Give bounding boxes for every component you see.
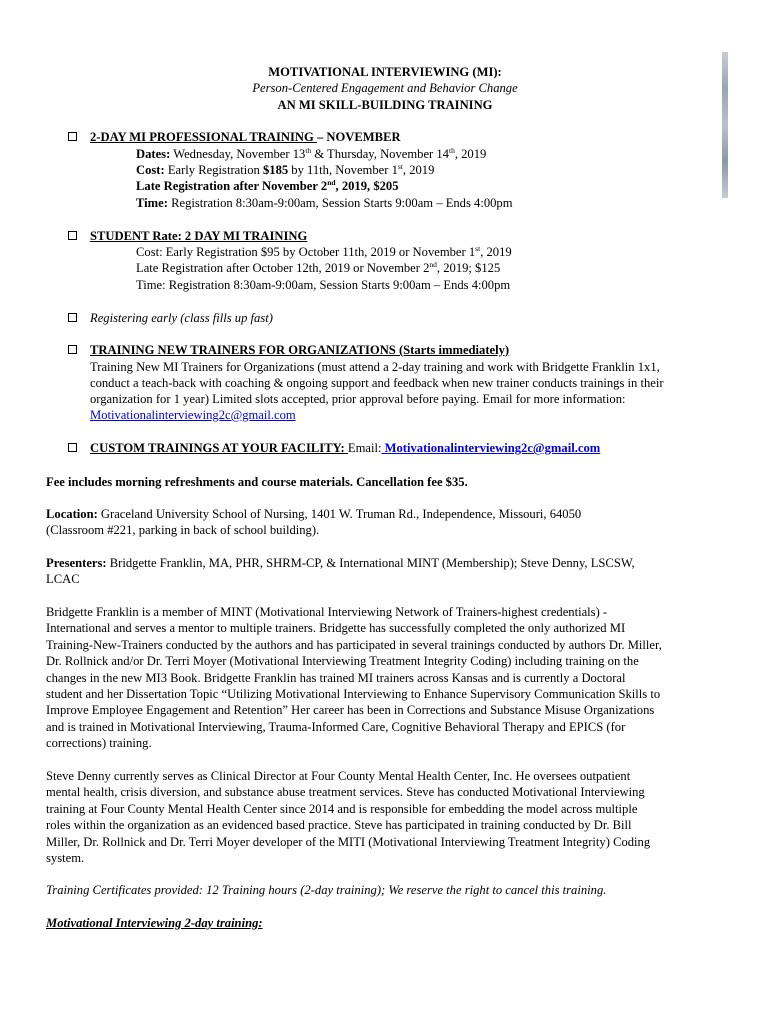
professional-cost: Cost: Early Registration $185 by 11th, November 1st, 2019 [136, 162, 435, 177]
checkbox-icon[interactable] [68, 313, 77, 322]
bio-line: student and her Dissertation Topic “Utilizing Motivational Interviewing to Enhance Supervisory Communication Skills to [46, 687, 661, 702]
bio-line: and is trained in Motivational Interviewing, Trauma-Informed Care, Cognitive Behavioral Therapy and EPICS (for [46, 719, 626, 734]
checkbox-icon[interactable] [68, 443, 77, 452]
bio-line: Improve Employee Engagement and Retention” Her career has been in Corrections and Substance Misuse Organizations [46, 703, 655, 718]
bio-denny-paragraph [46, 768, 726, 866]
bio-line: training at Four County Mental Health Center since 2014 and is responsible for embedding the model across multiple [46, 801, 638, 816]
training-trainers-line-2: conduct a teach-back with coaching & ongoing support and feedback when new trainer conducts trainings in their [90, 376, 664, 390]
bio-line: Training-New-Trainers conducted by the authors and has participated in several trainings conducted by authors Dr. Miller, [46, 637, 662, 652]
document-header [0, 64, 770, 113]
fee-statement: Fee includes morning refreshments and course materials. Cancellation fee $35. [46, 475, 468, 489]
bio-line: Bridgette Franklin is a member of MINT (Motivational Interviewing Network of Trainers-highest credentials) - [46, 605, 608, 619]
training-trainers-email-link[interactable]: Motivationalinterviewing2c@gmail.com [90, 408, 296, 422]
professional-training-title: 2-DAY MI PROFESSIONAL TRAINING – NOVEMBER [90, 130, 401, 144]
location-line-2: (Classroom #221, parking in back of school building). [46, 523, 320, 537]
professional-time: Time: Registration 8:30am-9:00am, Session Starts 9:00am – Ends 4:00pm [136, 196, 513, 210]
bio-line: mental health, crisis diversion, and substance abuse treatment services. Steve has conducted Motivational Interviewing [46, 785, 645, 800]
presenters-line-2: LCAC [46, 572, 80, 586]
bio-franklin-paragraph [46, 604, 726, 752]
custom-trainings-title: CUSTOM TRAININGS AT YOUR FACILITY: Email: Motivationalinterviewing2c@gmail.com [90, 441, 601, 455]
professional-dates: Dates: Wednesday, November 13th & Thursday, November 14th, 2019 [136, 146, 487, 161]
bio-line: Miller, Dr. Rollnick and Dr. Terri Moyer developer of the MITI (Motivational Interviewing Treatment Integrity) Coding [46, 834, 651, 849]
student-time: Time: Registration 8:30am-9:00am, Session Starts 9:00am – Ends 4:00pm [136, 278, 511, 292]
location-line-1: Location: Graceland University School of Nursing, 1401 W. Truman Rd., Independence, Missouri, 64050 [46, 507, 582, 521]
footer-section-heading: Motivational Interviewing 2-day training: [46, 916, 263, 930]
bio-line: roles within the organization as an evidenced based practice. Steve has participated in training conducted by Dr. Bill [46, 818, 632, 833]
checkbox-icon[interactable] [68, 345, 77, 354]
checkbox-icon[interactable] [68, 132, 77, 141]
custom-email-link[interactable]: Motivationalinterviewing2c@gmail.com [381, 441, 601, 455]
document-title: MOTIVATIONAL INTERVIEWING (MI): [268, 65, 502, 79]
training-trainers-title: TRAINING NEW TRAINERS FOR ORGANIZATIONS (Starts immediately) [90, 343, 510, 357]
training-trainers-line-3: organization for 1 year) Limited slots accepted, prior approval before paying. Email for more information: [90, 392, 626, 406]
document-tagline: AN MI SKILL-BUILDING TRAINING [277, 97, 493, 112]
bio-line: Steve Denny currently serves as Clinical Director at Four County Mental Health Center, Inc. He oversees outpatient [46, 769, 631, 783]
document-subtitle: Person-Centered Engagement and Behavior Change [252, 81, 518, 96]
student-rate-title: STUDENT Rate: 2 DAY MI TRAINING [90, 229, 308, 243]
bio-line: Dr. Rollnick and/or Dr. Terri Moyer (Motivational Interviewing Treatment Integrity Coding) including training on the [46, 654, 639, 669]
custom-email-label: Email: [347, 441, 382, 455]
student-cost: Cost: Early Registration $95 by October 11th, 2019 or November 1st, 2019 [136, 244, 512, 259]
professional-late-registration: Late Registration after November 2nd, 2019, $205 [136, 178, 399, 193]
training-trainers-line-1: Training New MI Trainers for Organizations (must attend a 2-day training and work with Bridgette Franklin 1x1, [90, 360, 660, 374]
registering-early-text: Registering early (class fills up fast) [90, 311, 273, 325]
checkbox-icon[interactable] [68, 231, 77, 240]
bio-line: International and serves a mentor to multiple trainers. Bridgette has successfully completed the only authorized MI [46, 621, 626, 636]
student-late-registration: Late Registration after October 12th, 2019 or November 2nd, 2019; $125 [136, 260, 501, 275]
presenters-line-1: Presenters: Bridgette Franklin, MA, PHR, SHRM-CP, & International MINT (Membership); Steve Denny, LSCSW, [46, 556, 635, 570]
bio-line: changes in the new MI3 Book. Bridgette Franklin has trained MI trainers across Kansas and is currently a Doctoral [46, 670, 626, 685]
certificates-statement: Training Certificates provided: 12 Training hours (2-day training); We reserve the right to cancel this training. [46, 883, 607, 897]
bio-line: system. [46, 851, 85, 866]
bio-line: corrections) training. [46, 736, 152, 751]
